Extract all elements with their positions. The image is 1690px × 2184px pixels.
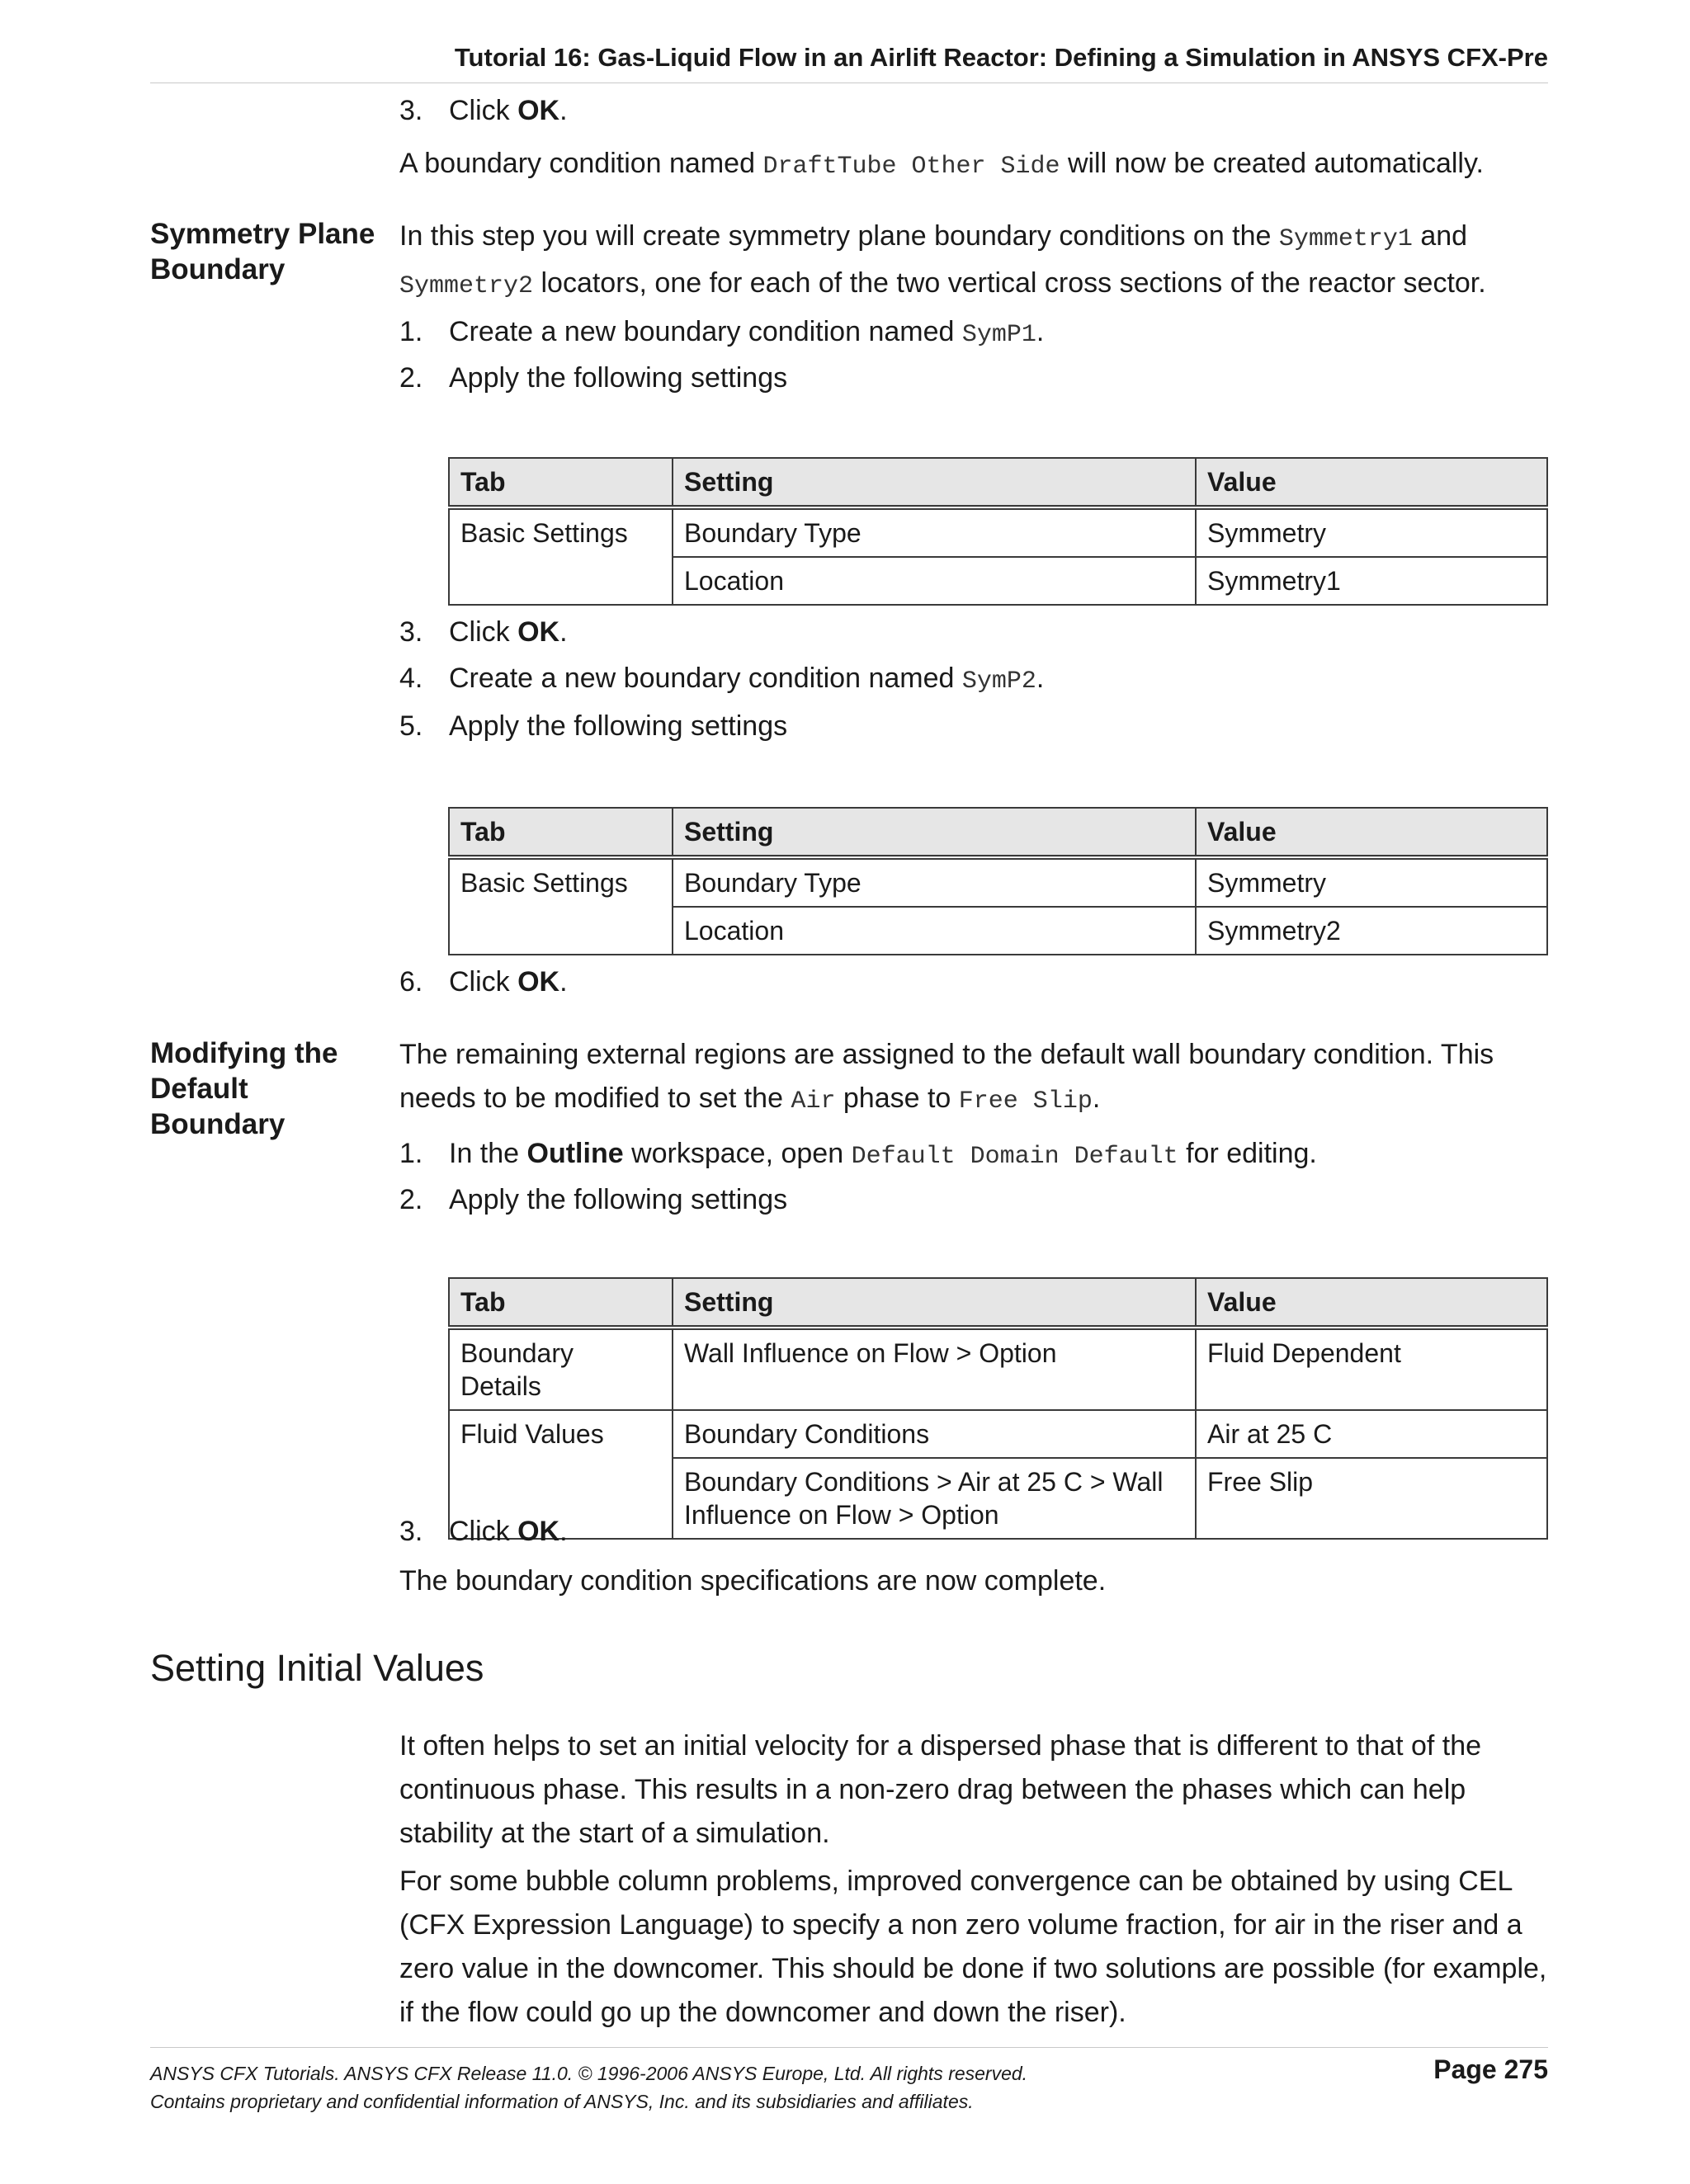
- step-create-symp1: 1. Create a new boundary condition named SymP1.: [399, 316, 1045, 349]
- table-header-setting: Setting: [673, 1278, 1196, 1328]
- table-header-row: [449, 458, 1547, 507]
- step-click-ok: 3. Click OK.: [399, 95, 568, 126]
- settings-table-symp1: [448, 457, 1548, 606]
- step-apply-settings-3: 2. Apply the following settings: [399, 1184, 788, 1215]
- table-header-value: Value: [1196, 1278, 1547, 1328]
- modifying-default-heading: Modifying the Default Boundary: [150, 1037, 338, 1140]
- table-cell-tab: Boundary Details: [449, 1328, 673, 1410]
- section-title-initial-values: Setting Initial Values: [150, 1647, 484, 1689]
- step-create-symp2: 4. Create a new boundary condition named SymP2.: [399, 663, 1045, 696]
- table-cell-value: Symmetry: [1196, 857, 1547, 907]
- table-row: [449, 1328, 1547, 1410]
- table-cell-value: Air at 25 C: [1196, 1410, 1547, 1458]
- table-cell-value: Symmetry2: [1196, 907, 1547, 955]
- draft-tube-paragraph: A boundary condition named DraftTube Other Side will now be created automatically.: [399, 148, 1484, 181]
- table-cell-tab: Basic Settings: [449, 857, 673, 955]
- step-open-default-domain: 1. In the Outline workspace, open Default Domain Default for editing.: [399, 1138, 1317, 1171]
- table-cell-value: Symmetry1: [1196, 557, 1547, 605]
- symmetry-intro: In this step you will create symmetry plane boundary conditions on the Symmetry1 and Symmetry2 locators, one for each of the two vertical cross sections of the reactor sector.: [399, 220, 1486, 300]
- table-header-setting: Setting: [673, 458, 1196, 507]
- step-apply-settings-2: 5. Apply the following settings: [399, 710, 788, 742]
- step-click-ok: 6. Click OK.: [399, 966, 568, 998]
- table-cell-setting: Wall Influence on Flow > Option: [673, 1328, 1196, 1410]
- table-cell-value: Free Slip: [1196, 1458, 1547, 1539]
- table-cell-setting: Boundary Conditions: [673, 1410, 1196, 1458]
- table-header-row: [449, 1278, 1547, 1328]
- table-cell-tab: Fluid Values: [449, 1410, 673, 1539]
- boundary-complete-text: The boundary condition specifications are now complete.: [399, 1565, 1107, 1597]
- modifying-intro: The remaining external regions are assigned to the default wall boundary condition. This needs to be modified to set the Air phase to Free Slip.: [399, 1039, 1494, 1116]
- symmetry-plane-heading: Symmetry Plane Boundary: [150, 218, 375, 285]
- step-click-ok: 3. Click OK.: [399, 1516, 568, 1547]
- table-header-value: Value: [1196, 458, 1547, 507]
- table-cell-tab: Basic Settings: [449, 507, 673, 605]
- step-click-ok: 3. Click OK.: [399, 616, 568, 648]
- table-header-tab: Tab: [449, 1278, 673, 1328]
- step-apply-settings-1: 2. Apply the following settings: [399, 362, 788, 394]
- table-cell-value: Symmetry: [1196, 507, 1547, 557]
- initial-values-para-1: It often helps to set an initial velocity for a dispersed phase that is different to that of the continuous phase. This results in a non-zero drag between the phases which can help stability at the start of a simulation.: [399, 1730, 1482, 1849]
- table-cell-setting: Boundary Conditions > Air at 25 C > Wall Influence on Flow > Option: [673, 1458, 1196, 1539]
- table-cell-value: Fluid Dependent: [1196, 1328, 1547, 1410]
- initial-values-para-2: For some bubble column problems, improved convergence can be obtained by using CEL (CFX Expression Language) to specify a non zero volume fraction, for air in the riser and a zero value in the downcomer. This should be done if two solutions are possible (for example, if the flow could go up the downcomer and down the riser).: [399, 1866, 1547, 2028]
- footer-divider: [150, 2047, 1548, 2048]
- table-header-tab: Tab: [449, 808, 673, 857]
- table-row: [449, 507, 1547, 557]
- table-cell-setting: Location: [673, 907, 1196, 955]
- table-header-row: [449, 808, 1547, 857]
- footer-copyright: ANSYS CFX Tutorials. ANSYS CFX Release 11.0. © 1996-2006 ANSYS Europe, Ltd. All rights reserved. Contains proprietary and confidential information of ANSYS, Inc. and its subsidiaries and affiliates.: [150, 2063, 1028, 2112]
- table-header-setting: Setting: [673, 808, 1196, 857]
- table-cell-setting: Location: [673, 557, 1196, 605]
- table-cell-setting: Boundary Type: [673, 857, 1196, 907]
- table-header-value: Value: [1196, 808, 1547, 857]
- page-number: Page 275: [1433, 2054, 1548, 2084]
- table-row: [449, 857, 1547, 907]
- table-header-tab: Tab: [449, 458, 673, 507]
- table-cell-setting: Boundary Type: [673, 507, 1196, 557]
- table-row: [449, 1410, 1547, 1458]
- settings-table-default-boundary: [448, 1277, 1548, 1540]
- page-header-title: Tutorial 16: Gas-Liquid Flow in an Airlift Reactor: Defining a Simulation in ANSYS CFX-Pre: [150, 43, 1548, 83]
- settings-table-symp2: [448, 807, 1548, 955]
